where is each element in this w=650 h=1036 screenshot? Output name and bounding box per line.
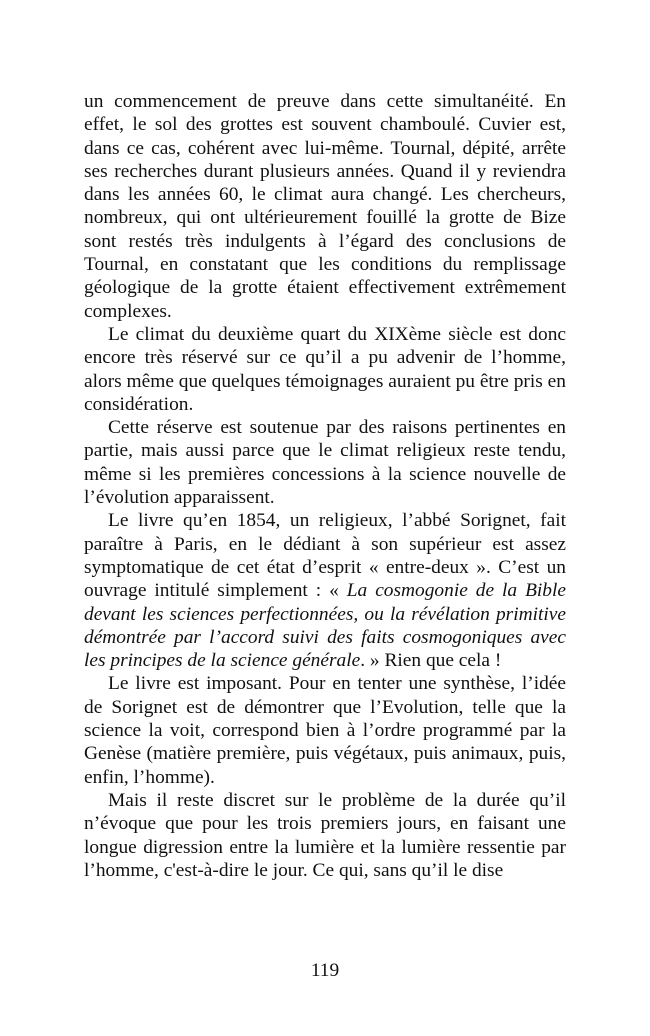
book-title-italic: La cosmogonie de la Bible devant les sciences perfectionnées, ou la révélation primitive démontrée par l’accord suivi des faits cosmogoniques avec les principes de la science générale	[84, 580, 566, 672]
paragraph	[84, 672, 566, 788]
page-body	[84, 90, 566, 882]
paragraph	[84, 416, 566, 509]
page-number: 119	[310, 960, 340, 981]
paragraph-text: Cette réserve est soutenue par des raisons pertinentes en partie, mais aussi parce que le climat religieux reste tendu, même si les premières concessions à la science nouvelle de l’évolution apparaissent.	[84, 417, 566, 509]
paragraph-text: . » Rien que cela !	[360, 650, 502, 672]
paragraph-text: Le climat du deuxième quart du XIXème siècle est donc encore très réservé sur ce qu’il a pu advenir de l’homme, alors même que quelques témoignages auraient pu être pris en considération.	[84, 323, 566, 415]
paragraph-text: un commencement de preuve dans cette simultanéité. En effet, le sol des grottes est souvent chamboulé. Cuvier est, dans ce cas, cohérent avec lui-même. Tournal, dépité, arrête ses recherches durant plusieurs années. Quand il y reviendra dans les années 60, le climat aura changé. Les chercheurs, nombreux, qui ont ultérieurement fouillé la grotte de Bize sont restés très indulgents à l’égard des conclusions de Tournal, en constatant que les conditions du remplissage géologique de la grotte étaient effectivement extrêmement complexes.	[84, 91, 566, 322]
paragraph	[84, 509, 566, 672]
paragraph-text: Le livre est imposant. Pour en tenter une synthèse, l’idée de Sorignet est de démontrer que l’Evolution, telle que la science la voit, correspond bien à l’ordre programmé par la Genèse (matière première, puis végétaux, puis animaux, puis, enfin, l’homme).	[84, 673, 566, 788]
paragraph-text: Le livre qu’en 1854, un religieux, l’abbé Sorignet, fait paraître à Paris, en le dédiant à son supérieur est assez symptomatique de cet état d’esprit « entre-deux ». C’est un ouvrage intitulé simplement : «	[84, 510, 566, 602]
paragraph	[84, 90, 566, 323]
paragraph	[84, 323, 566, 416]
paragraph-text: Mais il reste discret sur le problème de la durée qu’il n’évoque que pour les trois premiers jours, en faisant une longue digression entre la lumière et la lumière ressentie par l’homme, c'est-à-dire le jour. Ce qui, sans qu’il le dise	[84, 789, 566, 881]
paragraph	[84, 789, 566, 882]
